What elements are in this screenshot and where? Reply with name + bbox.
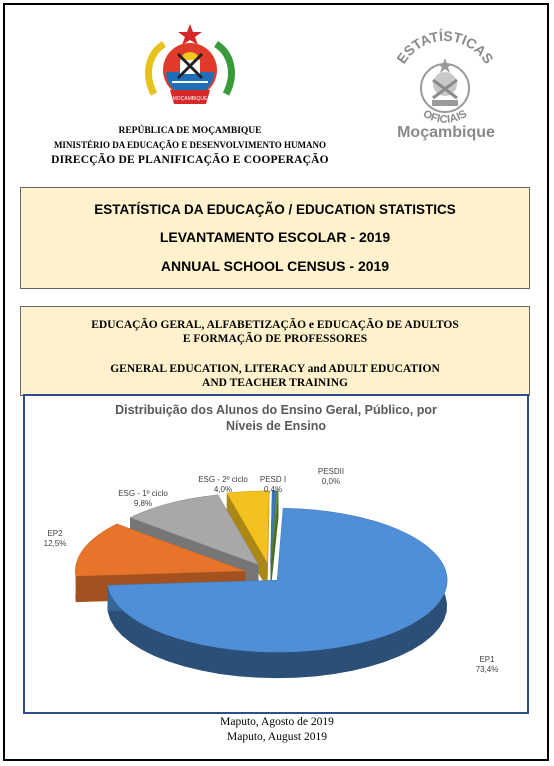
pie-label-value-2: 9,8% [133,499,153,508]
pie-label-category-2: ESG - 1º ciclo [118,489,168,498]
pie-label-category-4: PESD I [259,475,287,484]
pie-label-category-3: ESG - 2º ciclo [198,475,248,484]
pie-label-category-1: EP2 [47,529,63,538]
header-ministry: MINISTÉRIO DA EDUCAÇÃO E DESENVOLVIMENTO HUMANO [53,140,327,150]
svg-text:MOÇAMBIQUE: MOÇAMBIQUE [172,96,208,102]
header-republic: REPÚBLICA DE MOÇAMBIQUE [118,126,262,136]
chart-title-line-1: Distribuição dos Alunos do Ensino Geral, Público, por [115,403,437,417]
subtitle-pt-line-2: E FORMAÇÃO DE PROFESSORES [182,333,368,345]
svg-text:OFICIAIS: OFICIAIS [420,107,470,126]
subtitle-en-line-1: GENERAL EDUCATION, LITERACY and ADULT EDUCATION [110,363,440,375]
pie-label-value-0: 73,4% [475,665,499,674]
title-line-2: LEVANTAMENTO ESCOLAR - 2019 [159,229,391,245]
pie-label-value-5: 0,0% [321,477,341,486]
subtitle-box [20,306,530,396]
pie-chart [25,396,527,712]
subtitle-en-line-2: AND TEACHER TRAINING [202,377,348,389]
national-emblem-icon [140,20,240,120]
header-directorate: DIRECÇÃO DE PLANIFICAÇÃO E COOPERAÇÃO [51,154,329,166]
pie-label-value-4: 0,4% [263,485,283,494]
pie-label-value-1: 12,5% [43,539,67,548]
title-line-1: ESTATÍSTICA DA EDUCAÇÃO / EDUCATION STATISTICS [94,202,456,217]
subtitle-pt-line-1: EDUCAÇÃO GERAL, ALFABETIZAÇÃO e EDUCAÇÃO DE ADULTOS [91,319,459,331]
title-line-3: ANNUAL SCHOOL CENSUS - 2019 [160,258,390,274]
pie-label-category-0: EP1 [479,655,495,664]
statistics-logo-name: Moçambique [397,124,495,141]
pie-chart-panel [23,394,529,714]
svg-text:ESTATÍSTICAS: ESTATÍSTICAS [393,27,497,67]
pie-label-value-3: 4,0% [213,485,233,494]
footer-date-pt: Maputo, Agosto de 2019 [220,716,334,728]
pie-label-category-5: PESDII [317,467,345,476]
footer-date-en: Maputo, August 2019 [227,731,327,743]
chart-title-line-2: Níveis de Ensino [225,419,327,433]
title-box [20,187,530,289]
